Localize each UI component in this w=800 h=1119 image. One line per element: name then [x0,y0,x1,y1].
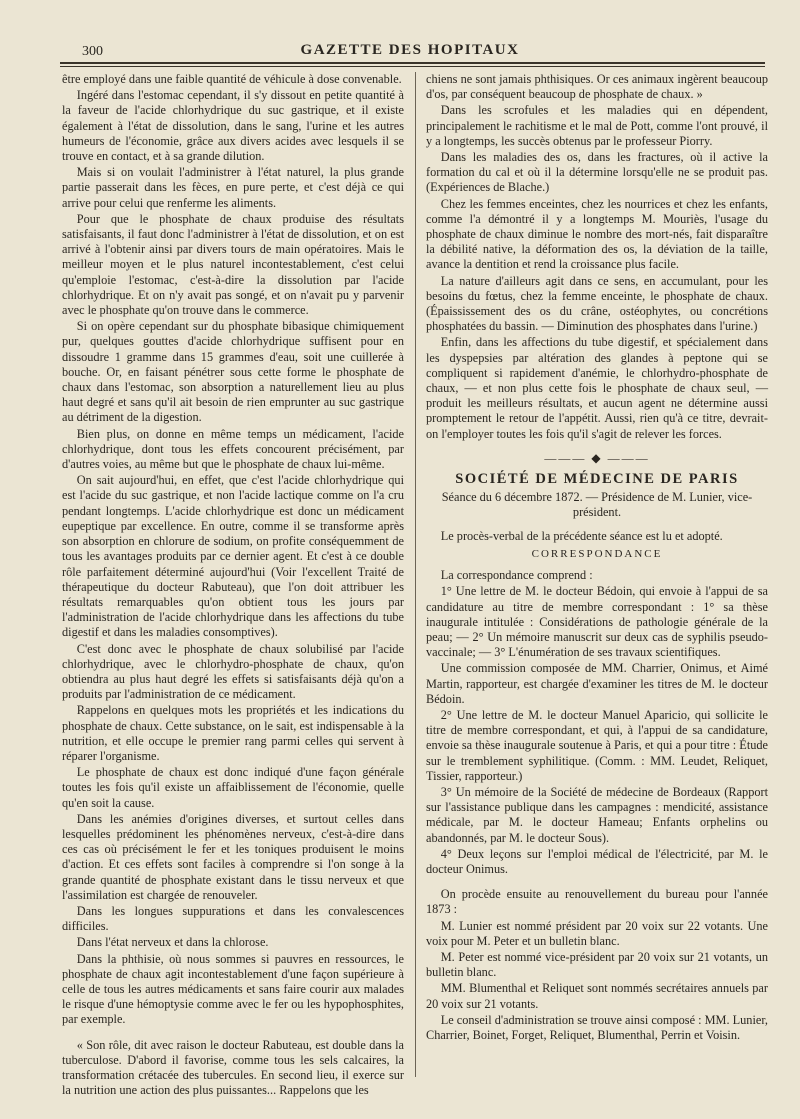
subsection-heading: CORRESPONDANCE [531,547,663,560]
paragraph: Une commission composée de MM. Charrier, Onimus, et Aimé Martin, rapporteur, est chargée d'examiner les titres de M. le docteur Bédoin. [426,661,768,706]
paragraph: La nature d'ailleurs agit dans ce sens, en accumulant, pour les besoins du fœtus, chez la femme enceinte, le phosphate de chaux. (Épaississement des os du crâne, ostéophytes, ou concrétions phosphatées du bassin. — Diminution des phosphates dans l'urine.) [426,273,768,334]
session-line: Séance du 6 décembre 1872. — Présidence de M. Lunier, vice-président. [441,490,753,520]
column-divider [415,72,416,1077]
paragraph: Dans la phthisie, où nous sommes si pauvres en ressources, le phosphate de chaux agit incontestablement d'une façon supérieure à celle de tous les autres médicaments et sans faire courir aux malades le risque d'une hémoptysie comme avec le fer ou les hypophosphites, par exemple. [62,951,404,1027]
section-title: SOCIÉTÉ DE MÉDECINE DE PARIS [455,471,739,488]
paragraph: Enfin, dans les affections du tube digestif, et spécialement dans les dyspepsies par altération des glandes à peptone qui se compliquent si rapidement d'anémie, le chlorhydro-phosphate de chaux, — et non plus cette fois le phosphate de chaux seul, — produit les meilleurs résultats, et aucun agent ne détermine aussi promptement le retour de l'appétit. Aussi, rien qu'à ce titre, devrait-on l'employer toutes les fois qu'il s'agit de relever les forces. [426,335,768,441]
paragraph: On sait aujourd'hui, en effet, que c'est l'acide chlorhydrique qui est l'acide du suc gastrique, et non l'acide lactique comme on l'a cru pendant longtemps. L'acide chlorhydrique est donc un médicament eupeptique par excellence. En outre, comme il se transforme après son absorption en chlorure de sodium, on profite conséquemment de tous les avantages produits par ce dernier agent. Et c'est à ce double rôle parfaitement déterminé aujourd'hui (Voir l'excellent Traité de thérapeutique du docteur Rabuteau), que l'on doit attribuer les résultats remarquables qu'on obtient tous les jours par l'administration de l'acide chlorhydrique dans les affections du tube digestif et dans les maladies consomptives). [62,473,404,640]
section-separator: ——— ◆ ——— [544,450,650,465]
paragraph: Rappelons en quelques mots les propriétés et les indications du phosphate de chaux. Cette substance, on le sait, est indispensable à la nutrition, et elle occupe le premier rang parmi celles qui servent à réparer l'organisme. [62,703,404,763]
page-header [60,42,760,64]
paragraph: chiens ne sont jamais phthisiques. Or ces animaux ingèrent beaucoup d'os, par conséquent beaucoup de phosphate de chaux. » [426,72,768,102]
header-rule-thin [60,66,765,67]
paragraph: C'est donc avec le phosphate de chaux solubilisé par l'acide chlorhydrique, avec le chlorhydro-phosphate de chaux, qu'on obtiendra au plus haut degré les effets si satisfaisants déjà qu'on a produits par l'administration de ce médicament. [62,641,404,702]
paragraph: MM. Blumenthal et Reliquet sont nommés secrétaires annuels par 20 voix sur 21 votants. [426,981,768,1011]
paragraph: 1° Une lettre de M. le docteur Bédoin, qui envoie à l'appui de sa candidature au titre de membre correspondant : 1° sa thèse inaugurale intitulée : Considérations de pathologie générale de la peau; — 2° Un mémoire manuscrit sur deux cas de syphilis pseudo-vaccinale; — 3° L'énumération de ses travaux scientifiques. [426,584,768,660]
paragraph: Le phosphate de chaux est donc indiqué d'une façon générale toutes les fois qu'il existe un affaiblissement de l'économie, quelle qu'en soit la cause. [62,765,404,810]
paragraph: Dans les anémies d'origines diverses, et surtout celles dans lesquelles prédominent les phénomènes nerveux, c'est-à-dire dans ces cas où précisément le fer et les toniques produisent le moins d'action. Et ces effets sont faciles à comprendre si l'on songe à la grande quantité de phosphate existant dans le tissu nerveux et que l'assimilation est chargée de renouveler. [62,811,404,902]
paragraph: 2° Une lettre de M. le docteur Manuel Aparicio, qui sollicite le titre de membre correspondant, et qui, à l'appui de sa candidature, envoie sa thèse inaugurale soutenue à Paris, et qui a pour titre : Étude sur le tremblement syphilitique. (Comm. : MM. Leudet, Reliquet, Tissier, rapporteur.) [426,707,768,783]
paragraph: 3° Un mémoire de la Société de médecine de Bordeaux (Rapport sur l'assistance publique dans les campagnes : mendicité, assistance médicale, par M. le docteur Hameau; Enfants orphelins ou abandonnés, par M. le docteur Sous). [426,784,768,845]
paragraph: 4° Deux leçons sur l'emploi médical de l'électricité, par M. le docteur Onimus. [426,846,768,876]
left-column [62,72,404,1099]
paragraph: Pour que le phosphate de chaux produise des résultats satisfaisants, il faut donc l'administrer à l'état de dissolution, et on est arrivé à l'obtenir ainsi par divers tours de main opératoires. Mais le meilleur moyen et le plus naturel incontestablement, c'est celui qu'emploie l'estomac, c'est-à-dire la dissolution par l'acide chlorhydrique. Et on n'y avait pas songé, et on n'avait pu y parvenir avec le phosphate qu'on trouve dans le commerce. [62,211,404,318]
paragraph: Dans les scrofules et les maladies qui en dépendent, principalement le rachitisme et le mal de Pott, comme l'ont prouvé, il y a longtemps, les succès obtenus par le professeur Piorry. [426,103,768,148]
paragraph: Dans les maladies des os, dans les fractures, où il active la formation du cal et où il la détermine lorsqu'elle ne se produit pas. (Expériences de Blache.) [426,150,768,195]
paragraph: Le conseil d'administration se trouve ainsi composé : MM. Lunier, Charrier, Boinet, Forget, Reliquet, Blumenthal, Perrin et Voisin. [426,1012,768,1042]
paragraph: Ingéré dans l'estomac cependant, il s'y dissout en petite quantité à la faveur de l'acide chlorhydrique du suc gastrique, et il existe également à l'état de dissolution, dans le sang, l'urine et les autres humeurs de l'économie, grâce aux divers acides avec lesquels il se trouve en contact, et à sa grande dilution. [62,88,404,164]
running-title: GAZETTE DES HOPITAUX [300,42,520,58]
paragraph: Si on opère cependant sur du phosphate bibasique chimiquement pur, quelques gouttes d'acide chlorhydrique suffisent pour en dissoudre 1 gramme dans 15 grammes d'eau, soit une cuillerée à bouche. Or, en faisant pénétrer sous cette forme le phosphate de chaux dans l'estomac, son absorption a naturellement lieu au plus haut degré et sans qu'il ait besoin de rien emprunter au suc gastrique au détriment de la digestion. [62,319,404,425]
paragraph: être employé dans une faible quantité de véhicule à dose convenable. [62,72,402,86]
paragraph: On procède ensuite au renouvellement du bureau pour l'année 1873 : [426,887,768,917]
paragraph: La correspondance comprend : [440,568,593,583]
page-number: 300 [82,44,103,59]
right-column [426,72,768,1044]
paragraph: Chez les femmes enceintes, chez les nourrices et chez les enfants, comme l'a démontré il y a longtemps M. Mouriès, l'usage du phosphate de chaux diminue le nombre des mort-nés, fait disparaître la débilité native, la déformation des os, la déviation de la taille, avance la dentition et rend la croissance plus facile. [426,196,768,272]
header-rule [60,62,765,64]
paragraph: M. Lunier est nommé président par 20 voix sur 22 votants. Une voix pour M. Peter et un bulletin blanc. [426,918,768,948]
paragraph: Mais si on voulait l'administrer à l'état naturel, la plus grande partie passerait dans les fèces, en pure perte, et c'est déjà ce qui arrive pour celui que renferme les aliments. [62,165,404,210]
paragraph: « Son rôle, dit avec raison le docteur Rabuteau, est double dans la tuberculose. D'abord il favorise, comme tous les sels calcaires, la transformation crétacée des tubercules. En second lieu, il exerce sur la nutrition une action des plus puissantes... Rappelons que les [62,1037,404,1098]
paragraph: Le procès-verbal de la précédente séance est lu et adopté. [440,528,723,543]
paragraph: Dans l'état nerveux et dans la chlorose. [76,935,269,950]
paragraph: M. Peter est nommé vice-président par 20 voix sur 21 votants, un bulletin blanc. [426,949,768,980]
paragraph: Bien plus, on donne en même temps un médicament, l'acide chlorhydrique, dont tous les effets concourent précisément, par d'autres voies, au même but que le phosphate de chaux lui-même. [62,426,404,472]
paragraph: Dans les longues suppurations et dans les convalescences difficiles. [62,903,404,934]
